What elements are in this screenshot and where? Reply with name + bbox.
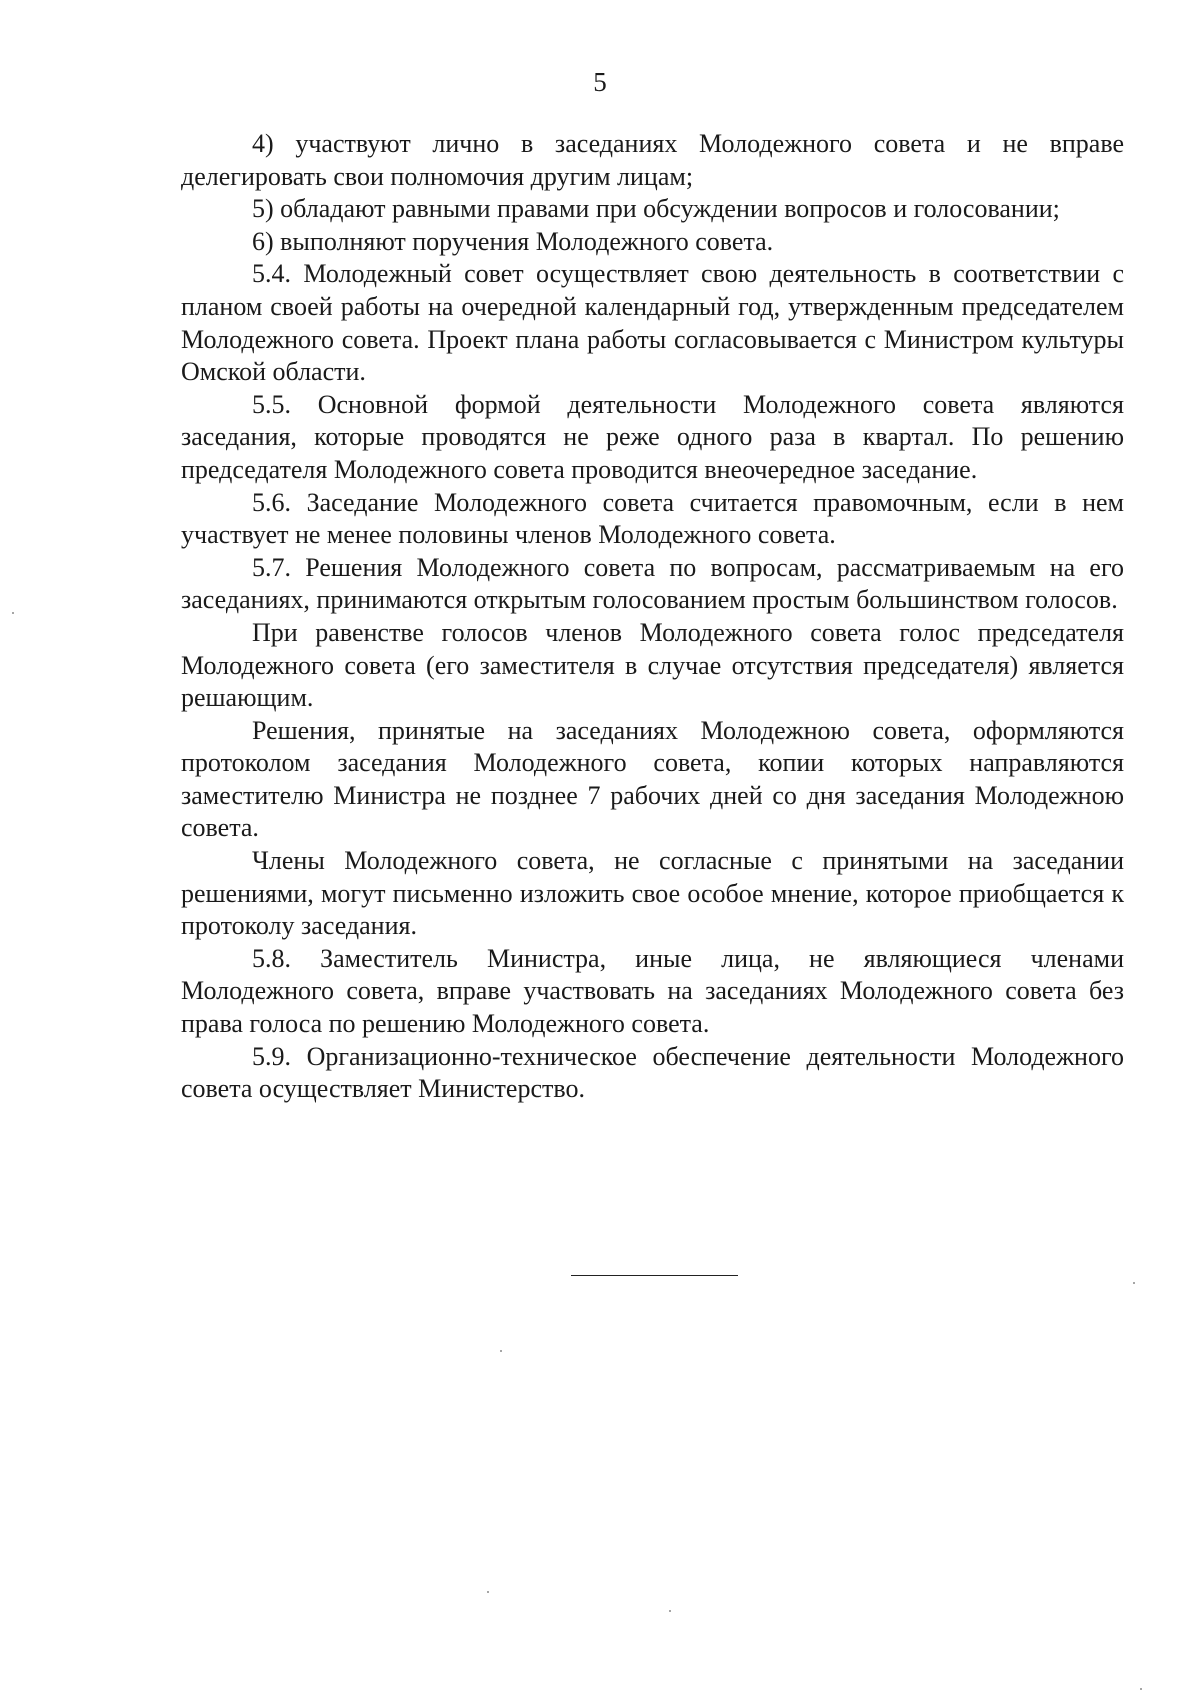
paragraph-tie-vote: При равенстве голосов членов Молодежного совета голос председателя Молодежного совета (его заместителя в случае отсутствия председателя) является решающим. bbox=[181, 617, 1124, 713]
paragraph-5-4: 5.4. Молодежный совет осуществляет свою деятельность в соответствии с планом своей работы на очередной календарный год, утвержденным председателем Молодежного совета. Проект плана работы согласовывается с Министром культуры Омской области. bbox=[181, 259, 1124, 387]
paragraph-item-4: 4) участвуют лично в заседаниях Молодежного совета и не вправе делегировать свои полномочия другим лицам; bbox=[181, 129, 1124, 191]
scan-speck bbox=[500, 1350, 502, 1352]
paragraph-5-5: 5.5. Основной формой деятельности Молодежного совета являются заседания, которые проводятся не реже одного раза в квартал. По решению председателя Молодежного совета проводится внеочередное заседание. bbox=[181, 389, 1124, 484]
paragraph-5-9: 5.9. Организационно-техническое обеспечение деятельности Молодежного совета осуществляет Министерство. bbox=[181, 1041, 1124, 1104]
paragraph-5-8: 5.8. Заместитель Министра, иные лица, не являющиеся членами Молодежного совета, вправе участвовать на заседаниях Молодежного совета без права голоса по решению Молодежного совета. bbox=[181, 943, 1124, 1039]
paragraph-decisions-protocol: Решения, принятые на заседаниях Молодежною совета, оформляются протоколом заседания Молодежного совета, копии которых направляются заместителю Министра не позднее 7 рабочих дней со дня заседания Молодежною совета. bbox=[181, 715, 1124, 843]
document-body bbox=[181, 128, 1124, 1106]
paragraph-item-6: 6) выполняют поручения Молодежного совета. bbox=[252, 226, 774, 256]
scan-speck bbox=[1133, 1282, 1135, 1284]
scan-speck bbox=[1140, 1688, 1142, 1690]
scan-speck bbox=[487, 1591, 489, 1593]
paragraph-5-6: 5.6. Заседание Молодежного совета считается правомочным, если в нем участвует не менее половины членов Молодежного совета. bbox=[181, 487, 1124, 550]
paragraph-dissenting-opinion: Члены Молодежного совета, не согласные с принятыми на заседании решениями, могут письменно изложить свое особое мнение, которое приобщается к протоколу заседания. bbox=[181, 846, 1124, 941]
scan-speck bbox=[669, 1610, 671, 1612]
paragraph-5-7: 5.7. Решения Молодежного совета по вопросам, рассматриваемым на его заседаниях, принимаются открытым голосованием простым большинством голосов. bbox=[181, 552, 1124, 615]
scan-speck bbox=[12, 612, 14, 614]
end-divider-line bbox=[571, 1275, 738, 1276]
page-number: 5 bbox=[593, 67, 607, 97]
paragraph-item-5: 5) обладают равными правами при обсуждении вопросов и голосовании; bbox=[252, 194, 1060, 224]
